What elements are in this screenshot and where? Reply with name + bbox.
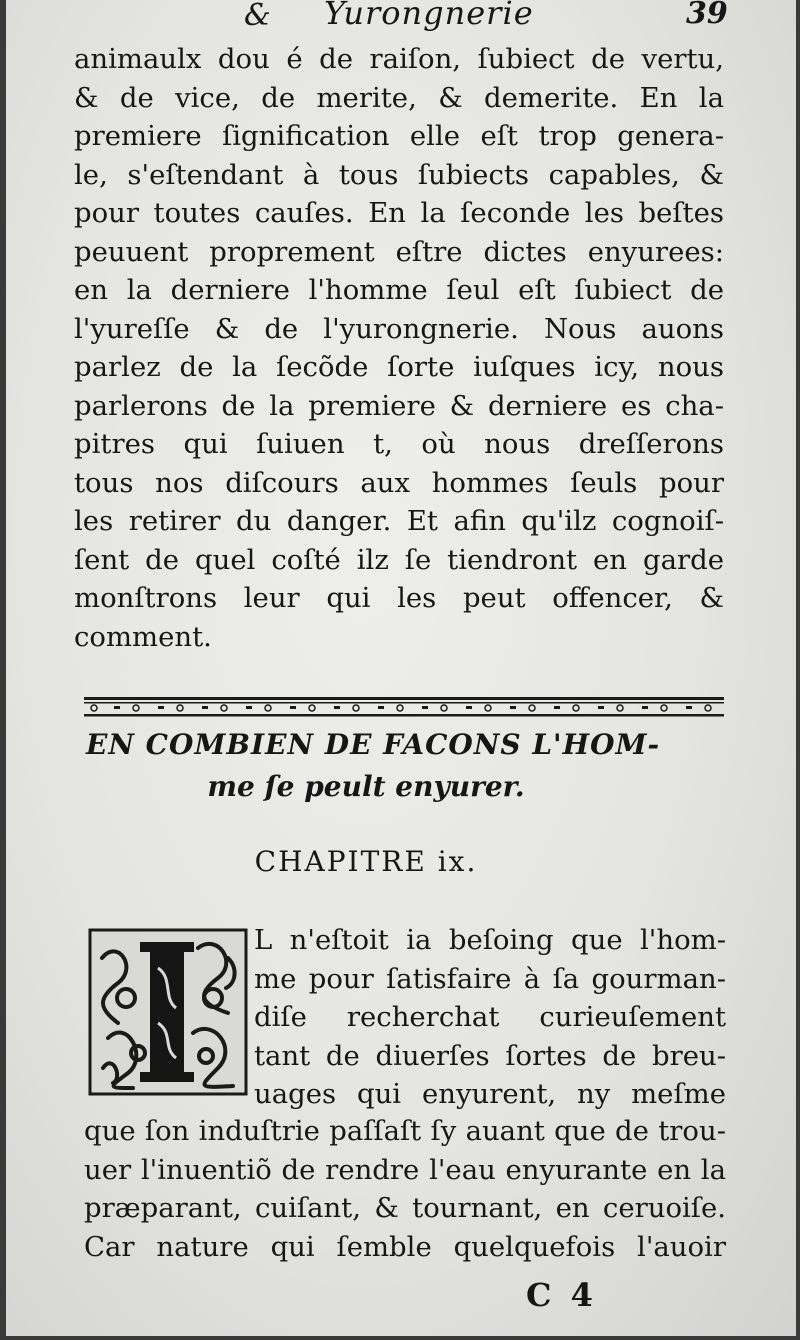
ornament-band-icon bbox=[84, 696, 724, 718]
text-line: ſent de quel coſté ilz ſe tiendront en garde bbox=[74, 543, 724, 576]
text-line: Car nature qui ſemble quelquefois l'auoir bbox=[84, 1230, 726, 1263]
text-line: comment. bbox=[74, 620, 212, 653]
chapter-paragraph-continued bbox=[84, 1112, 726, 1266]
text-line: que ſon induſtrie paſſaſt ſy auant que de trou- bbox=[84, 1115, 726, 1147]
text-line: peuuent proprement eſtre dictes enyurees: bbox=[74, 235, 724, 268]
text-line: parlerons de la premiere & derniere es cha- bbox=[74, 389, 724, 422]
text-line: diſe recherchat curieuſement bbox=[254, 1001, 726, 1033]
running-head bbox=[6, 0, 796, 40]
text-line: præparant, cuiſant, & tournant, en ceruoiſe. bbox=[84, 1192, 726, 1224]
text-line: me pour ſatisfaire à ſa gourman- bbox=[254, 962, 726, 995]
decorated-initial-icon bbox=[88, 928, 248, 1096]
text-line: les retirer du danger. Et afin qu'ilz cognoiſ- bbox=[74, 505, 724, 537]
text-line: le, s'eſtendant à tous ſubiects capables, & bbox=[74, 158, 724, 191]
book-page bbox=[6, 0, 796, 1336]
chapter-number: CHAPITRE ix. bbox=[254, 845, 478, 878]
page-number: 39 bbox=[686, 0, 728, 31]
signature-mark: C 4 bbox=[526, 1276, 597, 1314]
chapter-heading: EN COMBIEN DE FACONS L'HOM- bbox=[86, 728, 661, 761]
text-line: L n'eſtoit ia beſoing que l'hom- bbox=[254, 924, 726, 956]
text-line: & de vice, de merite, & demerite. En la bbox=[74, 81, 724, 114]
text-line: tant de diuerſes ſortes de breu- bbox=[254, 1039, 726, 1072]
text-line: tous nos diſcours aux hommes ſeuls pour bbox=[74, 466, 724, 499]
text-line: premiere ſignification elle eſt trop genera- bbox=[74, 120, 724, 152]
text-line: monſtrons leur qui les peut offencer, & bbox=[74, 582, 724, 614]
running-head-title: Yurongnerie bbox=[324, 0, 534, 32]
text-line: uages qui enyurent, ny meſme bbox=[254, 1078, 726, 1110]
text-line: en la derniere l'homme ſeul eſt ſubiect de bbox=[74, 274, 724, 306]
body-paragraph bbox=[74, 40, 724, 656]
chapter-subheading: me ſe peult enyurer. bbox=[207, 770, 525, 803]
text-line: pour toutes cauſes. En la ſeconde les beſtes bbox=[74, 197, 724, 229]
text-line: pitres qui ſuiuen t, où nous dreſſerons bbox=[74, 428, 724, 460]
running-head-ampersand: & bbox=[244, 0, 271, 33]
text-line: animaulx dou é de raiſon, ſubiect de vertu, bbox=[74, 43, 724, 75]
text-line: l'yureſſe & de l'yurongnerie. Nous auons bbox=[74, 312, 724, 345]
text-line: uer l'inuentiõ de rendre l'eau enyurante en la bbox=[84, 1153, 726, 1186]
ornamental-rule bbox=[84, 696, 724, 718]
text-line: parlez de la ſecõde ſorte iuſques icy, nous bbox=[74, 351, 724, 383]
chapter-opening-paragraph bbox=[254, 921, 726, 1114]
